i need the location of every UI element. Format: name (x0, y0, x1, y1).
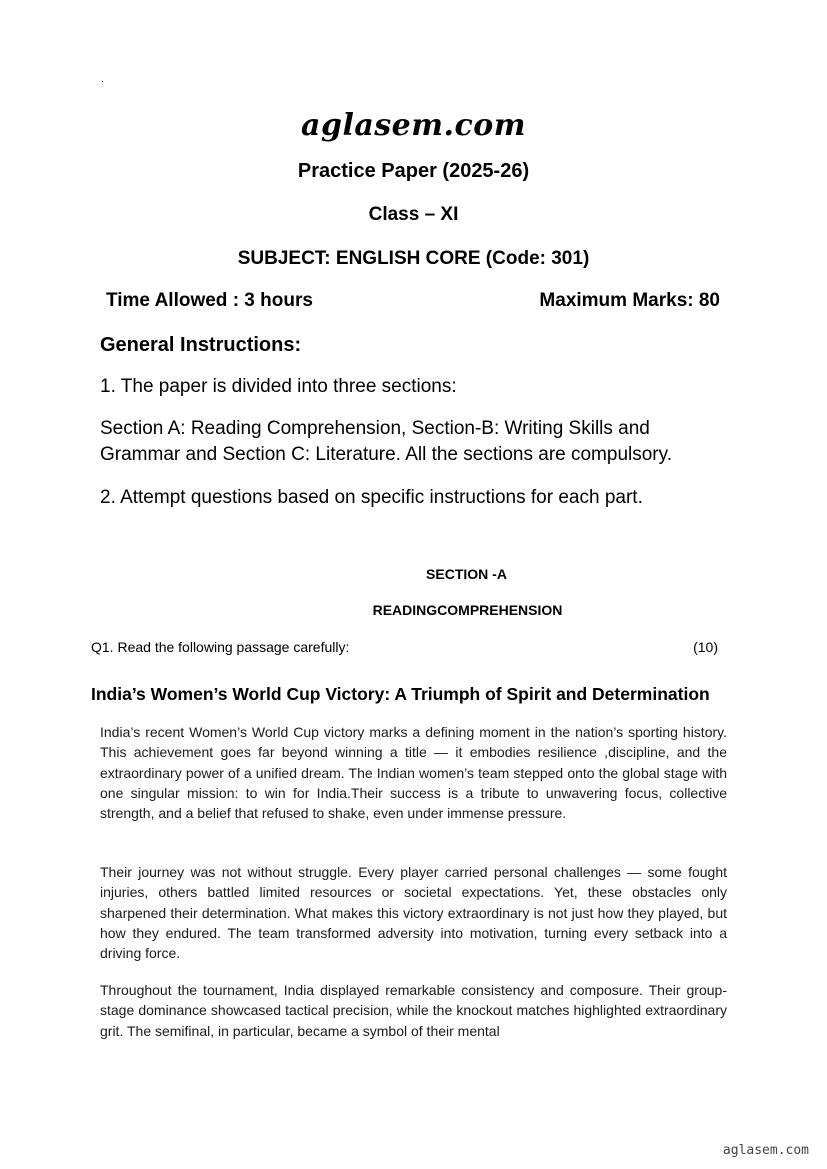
aglasem-logo: aglasem.com (301, 108, 526, 143)
subject-label: SUBJECT: ENGLISH CORE (Code: 301) (237, 248, 590, 269)
instruction-item: Section A: Reading Comprehension, Section-B: Writing Skills and Grammar and Section C: Literature. All the sections are compulsory. (100, 418, 673, 465)
paper-title: Practice Paper (2025-26) (297, 160, 530, 182)
passage-paragraph: Throughout the tournament, India displayed remarkable consistency and composure. Their group-stage dominance showcased tactical precision, while the knockout matches highlighted extraordinary grit. The semifinal, in particular, became a symbol of their mental (100, 982, 727, 1039)
section-a-heading: SECTION -A (426, 566, 507, 582)
passage-title: India’s Women’s World Cup Victory: A Triumph of Spirit and Determination (91, 684, 710, 704)
question-1-text: Q1. Read the following passage carefully: (91, 639, 350, 655)
stray-dot: . (101, 74, 104, 85)
instruction-item: 2. Attempt questions based on specific instructions for each part. (100, 487, 643, 508)
question-1-marks: (10) (693, 639, 718, 655)
time-allowed: Time Allowed : 3 hours (106, 290, 313, 311)
passage-paragraph: Their journey was not without struggle. Every player carried personal challenges — some fought injuries, others battled limited resources or societal expectations. Yet, these obstacles only sharpened their determination. What makes this victory extraordinary is not just how they played, but how they endured. The team transformed adversity into motivation, turning every setback into a driving force. (100, 864, 727, 962)
general-instructions-heading: General Instructions: (100, 334, 302, 356)
class-label: Class – XI (368, 204, 459, 225)
footer-watermark: aglasem.com (722, 1143, 809, 1158)
passage-paragraph: India’s recent Women’s World Cup victory marks a defining moment in the nation’s sporting history. This achievement goes far beyond winning a title — it embodies resilience ,discipline, and the extraordinary power of a unified dream. The Indian women’s team stepped onto the global stage with one singular mission: to win for India.Their success is a tribute to unwavering focus, collective strength, and a belief that refused to shake, even under immense pressure. (100, 724, 727, 822)
reading-comprehension-heading: READINGCOMPREHENSION (372, 602, 563, 618)
maximum-marks: Maximum Marks: 80 (539, 290, 720, 311)
instruction-item: 1. The paper is divided into three sections: (100, 376, 457, 397)
